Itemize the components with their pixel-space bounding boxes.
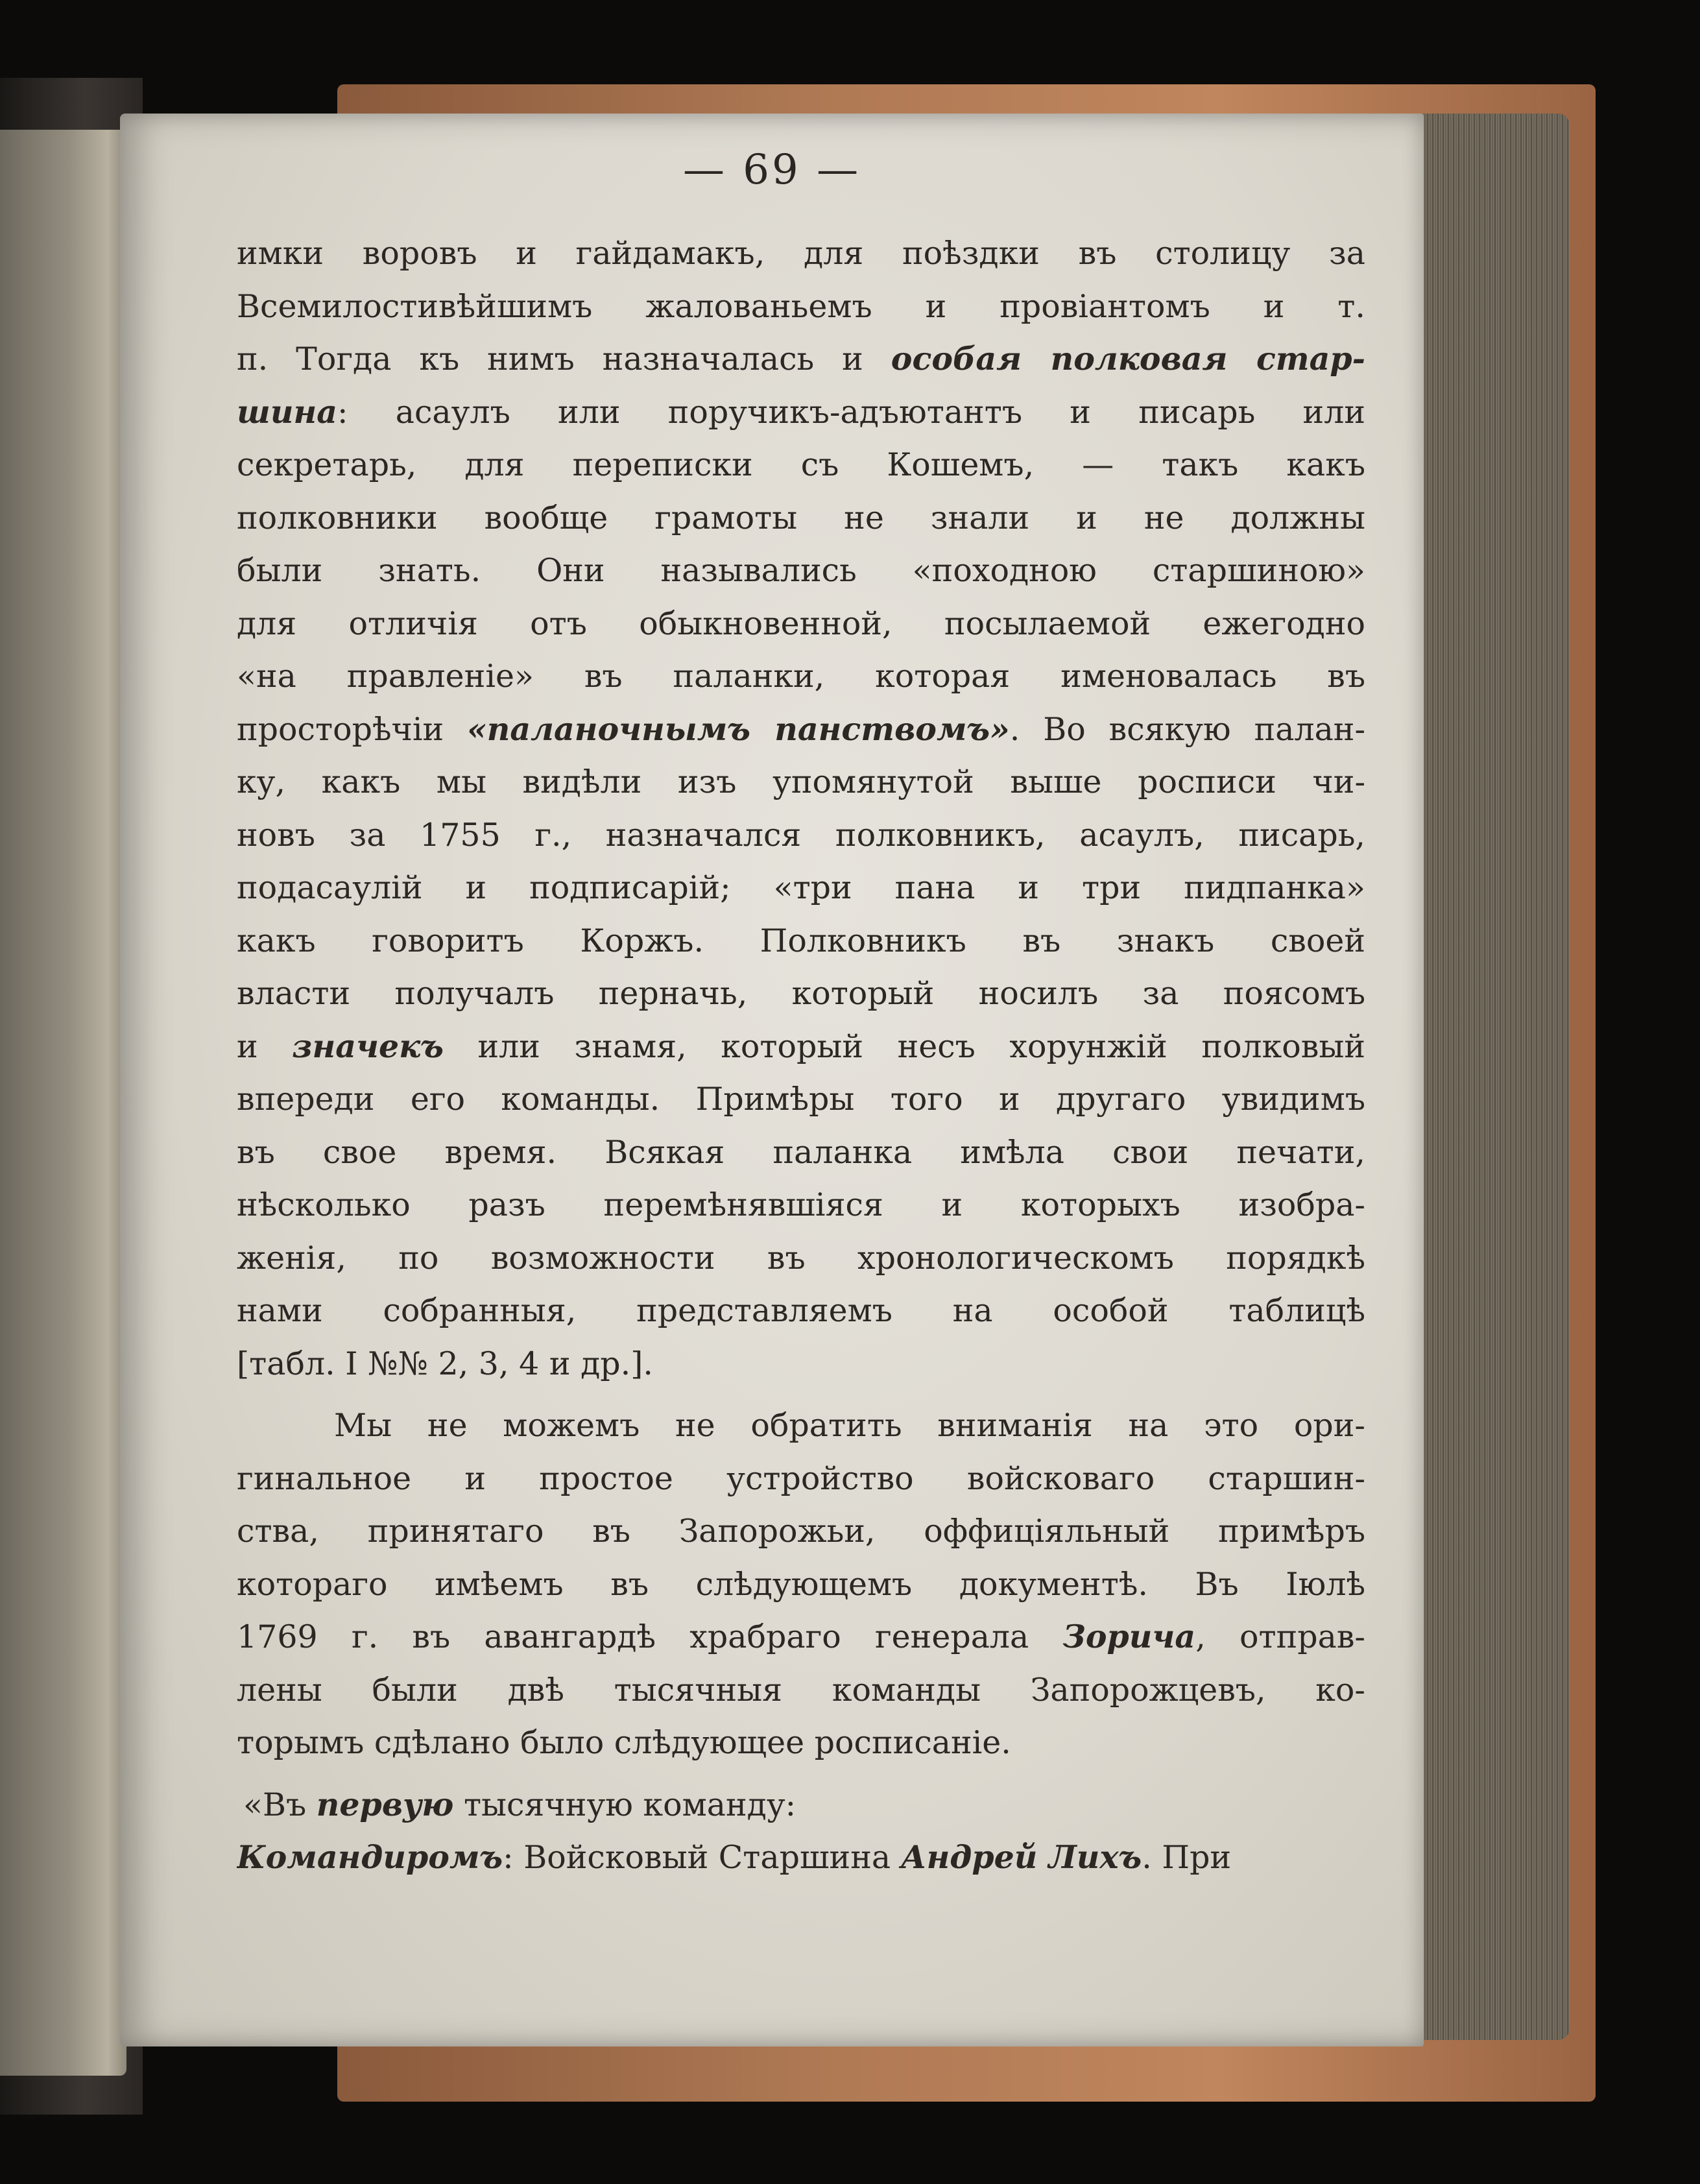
text-line: имки воровъ и гайдамакъ, для поѣздки въ столицу за: [237, 235, 1365, 272]
text-line: «на правленіе» въ паланки, которая именовалась въ: [237, 658, 1365, 695]
page-body-text: [237, 227, 1365, 1884]
emphasized-text: значекъ: [292, 1027, 444, 1065]
text-line: для отличія отъ обыкновенной, посылаемой ежегодно: [237, 605, 1365, 642]
text-line: Всемилостивѣйшимъ жалованьемъ и провіантомъ и т.: [237, 287, 1365, 325]
paragraph-gap: [237, 1770, 1365, 1779]
text-line: секретарь, для переписки съ Кошемъ, — такъ какъ: [237, 446, 1365, 483]
text-line: гинальное и простое устройство войсковаго старшин-: [237, 1459, 1365, 1497]
text-line: торымъ сдѣлано было слѣдующее росписаніе.: [237, 1724, 1011, 1761]
text-line: котораго имѣемъ въ слѣдующемъ документѣ. Въ Іюлѣ: [237, 1565, 1365, 1603]
text-line: п. Тогда къ нимъ назначалась и особая полковая стар-: [237, 340, 1365, 378]
text-line: и значекъ или знамя, который несъ хорунжій полковый: [237, 1027, 1365, 1065]
text-line: ства, принятаго въ Запорожьи, оффиціяльный примѣръ: [237, 1513, 1365, 1550]
text-line: полковники вообще грамоты не знали и не должны: [237, 499, 1365, 536]
text-line: какъ говоритъ Коржъ. Полковникъ въ знакъ своей: [237, 922, 1365, 959]
text-line: просторѣчіи «паланочнымъ панствомъ». Во всякую палан-: [237, 710, 1365, 748]
text-line: были знать. Они назывались «походною старшиною»: [237, 552, 1365, 589]
page-number: — 69 —: [682, 146, 861, 194]
emphasized-text: «паланочнымъ панствомъ»: [467, 710, 1010, 748]
emphasized-text: Зорича: [1062, 1618, 1196, 1655]
text-line: 1769 г. въ авангардѣ храбраго генерала Зорича, отправ-: [237, 1618, 1365, 1655]
text-line: женія, по возможности въ хронологическомъ порядкѣ: [237, 1239, 1365, 1277]
emphasized-text: шина: [237, 392, 337, 431]
text-line: [табл. I №№ 2, 3, 4 и др.].: [237, 1345, 653, 1382]
text-line: Мы не можемъ не обратить вниманія на это ори-: [334, 1407, 1365, 1444]
emphasized-text: особая полковая стар-: [891, 340, 1365, 378]
text-line: Командиромъ: Войсковый Старшина Андрей Лихъ. При: [237, 1838, 1232, 1876]
text-line: лены были двѣ тысячныя команды Запорожцевъ, ко-: [237, 1671, 1365, 1709]
emphasized-text: первую: [316, 1785, 454, 1823]
text-line: нѣсколько разъ перемѣнявшіяся и которыхъ изобра-: [237, 1186, 1365, 1223]
book-page: [120, 114, 1424, 2046]
text-line: «Въ первую тысячную команду:: [243, 1785, 796, 1823]
emphasized-text: Андрей Лихъ: [900, 1838, 1142, 1876]
page-block-edges: [1414, 114, 1570, 2040]
text-line: власти получалъ перначь, который носилъ за поясомъ: [237, 975, 1365, 1012]
paragraph-gap: [237, 1390, 1365, 1399]
text-line: ку, какъ мы видѣли изъ упомянутой выше росписи чи-: [237, 763, 1365, 800]
text-line: нами собранныя, представляемъ на особой таблицѣ: [237, 1292, 1365, 1329]
text-line: впереди его команды. Примѣры того и другаго увидимъ: [237, 1081, 1365, 1118]
text-line: шина: асаулъ или поручикъ-адъютантъ и писарь или: [237, 392, 1365, 431]
emphasized-text: Командиромъ: [237, 1838, 503, 1876]
left-page-edge: [0, 130, 126, 2076]
text-line: новъ за 1755 г., назначался полковникъ, асаулъ, писарь,: [237, 816, 1365, 854]
text-line: подасаулій и подписарій; «три пана и три пидпанка»: [237, 869, 1365, 906]
text-line: въ свое время. Всякая паланка имѣла свои печати,: [237, 1133, 1365, 1171]
